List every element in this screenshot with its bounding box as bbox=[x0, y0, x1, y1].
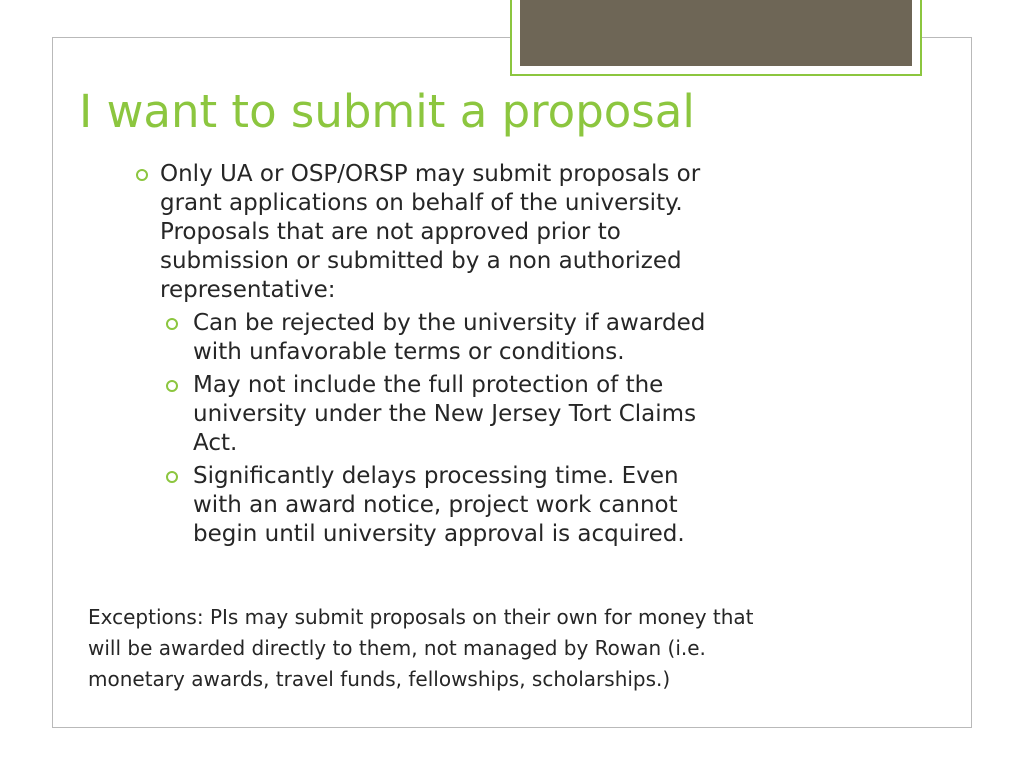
bullet-ring-icon bbox=[166, 318, 178, 330]
sub-bullet-line: Can be rejected by the university if awarded bbox=[193, 310, 706, 336]
sub-bullet-line: university under the New Jersey Tort Claims bbox=[193, 401, 697, 427]
bullet-ring-icon bbox=[166, 471, 178, 483]
sub-bullet-line: with an award notice, project work cannot bbox=[193, 492, 678, 518]
main-bullet bbox=[136, 160, 866, 305]
bullet-ring-icon bbox=[136, 169, 148, 181]
bullet-ring-icon bbox=[166, 380, 178, 392]
sub-bullet-line: Act. bbox=[193, 430, 238, 456]
slide-title: I want to submit a proposal bbox=[79, 85, 695, 138]
main-bullet-line: grant applications on behalf of the university. bbox=[160, 190, 683, 216]
main-bullet-line: submission or submitted by a non authorized bbox=[160, 248, 682, 274]
header-tab-decoration bbox=[510, 0, 922, 76]
sub-bullet-protection bbox=[136, 371, 866, 458]
sub-bullet-rejected bbox=[136, 309, 866, 367]
sub-bullet-line: May not include the full protection of the bbox=[193, 372, 664, 398]
main-bullet-line: representative: bbox=[160, 277, 336, 303]
sub-bullet-delays bbox=[136, 462, 866, 549]
header-tab-fill bbox=[520, 0, 912, 66]
slide-content bbox=[136, 160, 866, 549]
main-bullet-text bbox=[160, 160, 866, 305]
sub-bullet-text bbox=[193, 309, 866, 367]
sub-bullet-line: with unfavorable terms or conditions. bbox=[193, 339, 625, 365]
exceptions-note bbox=[88, 602, 928, 695]
exceptions-line: monetary awards, travel funds, fellowships, scholarships.) bbox=[88, 667, 671, 691]
sub-bullet-text bbox=[193, 371, 866, 458]
main-bullet-line: Proposals that are not approved prior to bbox=[160, 219, 621, 245]
sub-bullet-line: begin until university approval is acquired. bbox=[193, 521, 685, 547]
sub-bullet-line: Significantly delays processing time. Even bbox=[193, 463, 679, 489]
exceptions-line: Exceptions: PIs may submit proposals on their own for money that bbox=[88, 605, 754, 629]
exceptions-line: will be awarded directly to them, not managed by Rowan (i.e. bbox=[88, 636, 706, 660]
main-bullet-line: Only UA or OSP/ORSP may submit proposals or bbox=[160, 161, 701, 187]
sub-bullet-text bbox=[193, 462, 866, 549]
